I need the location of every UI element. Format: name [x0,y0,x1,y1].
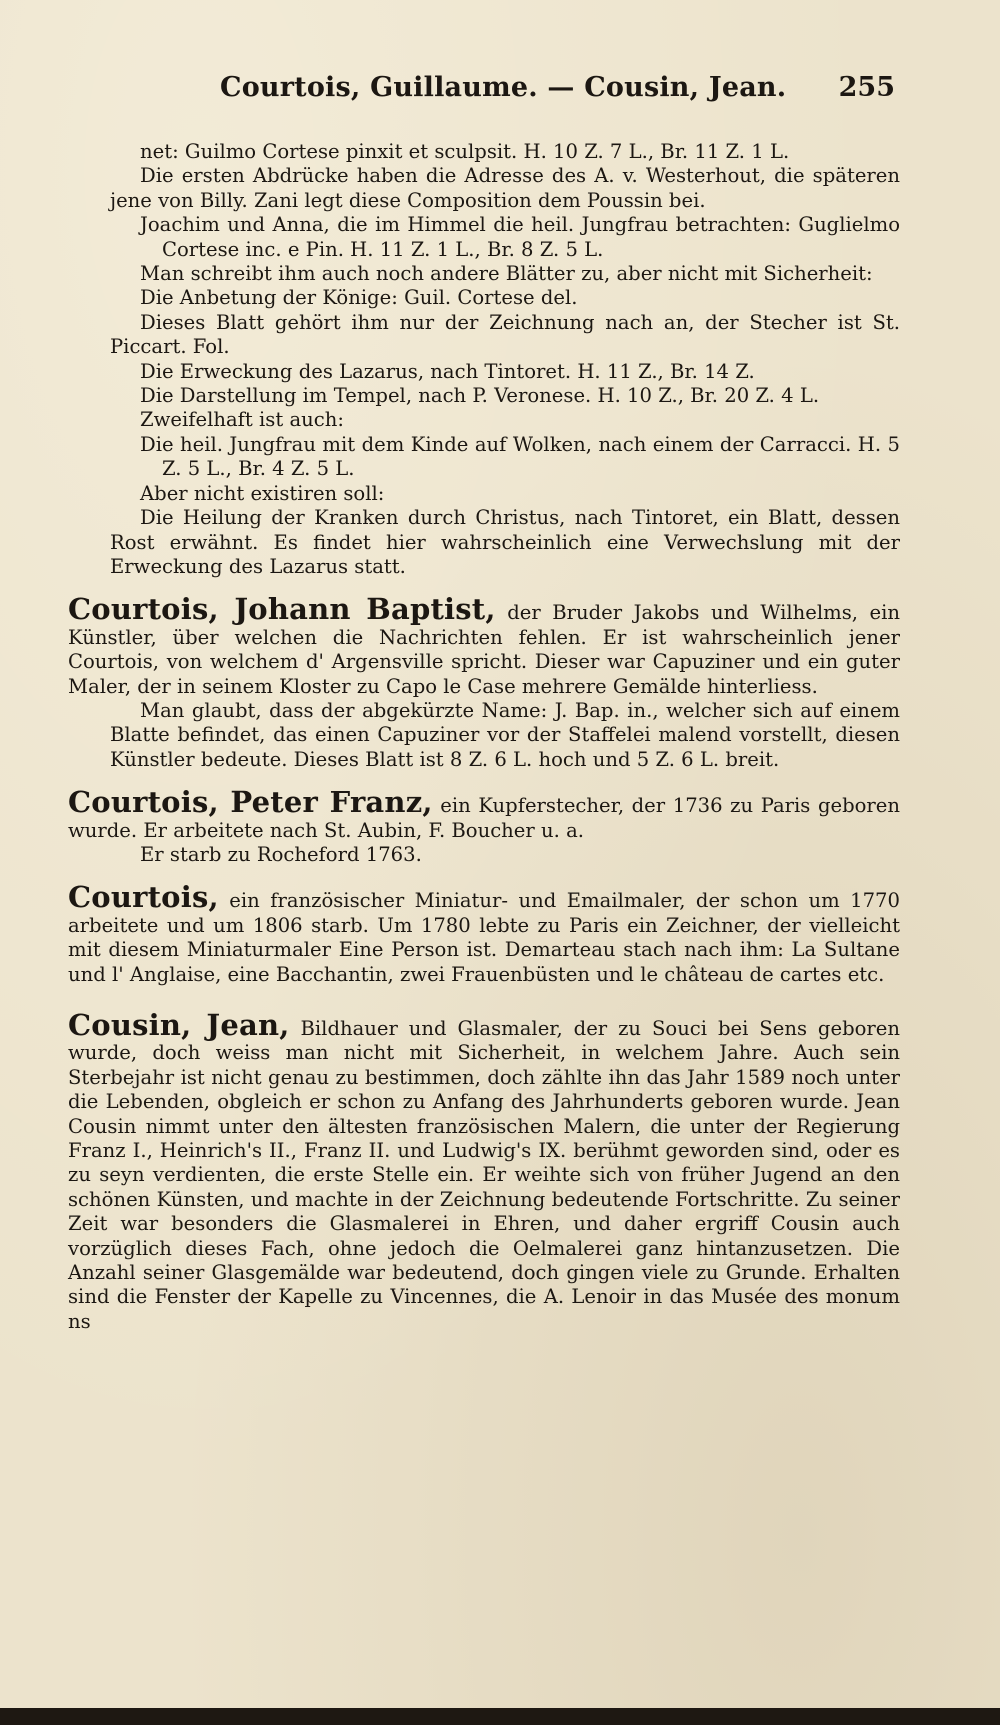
entry-paragraph [68,592,900,699]
paragraph: Joachim und Anna, die im Himmel die heil. Jungfrau betrachten: Guglielmo Cortese inc. e Pin. H. 11 Z. 1 L., Br. 8 Z. 5 L. [140,213,900,261]
entry-subparagraph: Er starb zu Rocheford 1763. [140,842,422,866]
page-body [68,140,901,1334]
page-number: 255 [838,72,895,103]
entry-text: der Bruder Jakobs und Wilhelms, ein Künstler, über welchen die Nachrichten fehlen. Er ist wahrscheinlich jener Courtois, von welchem d' Argensville spricht. Dieser war Capuziner und ein guter Maler, der in seinem Kloster zu Capo le Case mehrere Gemälde hinterliess. [68,601,900,698]
paragraph: Man schreibt ihm auch noch andere Blätter zu, aber nicht mit Sicherheit: [140,262,873,286]
running-head: Courtois, Guillaume. — Cousin, Jean. [220,72,787,103]
entry-text: Bildhauer und Glasmaler, der zu Souci bei Sens geboren wurde, doch weiss man nicht mit Sicherheit, in welchem Jahre. Auch sein Sterbejahr ist nicht genau zu bestimmen, doch zählte ihn das Jahr 1589 noch unter die Lebenden, obgleich er schon zu Anfang des Jahrhunderts geboren wurde. Jean Cousin nimmt unter den ältesten französischen Malern, die unter der Regierung Franz I., Heinrich's II., Franz II. und Ludwig's IX. berühmt geworden sind, oder es zu seyn verdienten, die erste Stelle ein. Er weihte sich von früher Jugend an den schönen Künsten, und machte in der Zeichnung bedeutende Fortschritte. Zu seiner Zeit war besonders die Glasmalerei in Ehren, und daher ergriff Cousin auch vorzüglich dieses Fach, ohne jedoch die Oelmalerei ganz hintanzusetzen. Die Anzahl seiner Glasgemälde war bedeutend, doch gingen viele zu Grunde. Erhalten sind die Fenster der Kapelle zu Vincennes, die A. Lenoir in das Musée des monum ns [68,1017,900,1333]
entry-paragraph [68,1008,900,1334]
page-header [110,72,895,116]
entry-subparagraph: Man glaubt, dass der abgekürzte Name: J. Bap. in., welcher sich auf einem Blatte befindet, das einen Capuziner vor der Staffelei malend vorstellt, diesen Künstler bedeute. Dieses Blatt ist 8 Z. 6 L. hoch und 5 Z. 6 L. breit. [110,698,900,771]
entry-name: Cousin, Jean, [68,1008,290,1042]
entry-cousin-jean [68,1008,900,1334]
entry-courtois [68,880,900,987]
paragraph: Dieses Blatt gehört ihm nur der Zeichnung nach an, der Stecher ist St. Piccart. Fol. [110,310,900,359]
entry-text: ein französischer Miniatur- und Emailmaler, der schon um 1770 arbeitete und um 1806 starb. Um 1780 lebte zu Paris ein Zeichner, der vielleicht mit diesem Miniaturmaler Eine Person ist. Demarteau stach nach ihm: La Sultane und l' Anglaise, eine Bacchantin, zwei Frauenbüsten und le château de cartes etc. [68,889,900,986]
entry-name: Courtois, Peter Franz, [68,785,433,820]
paragraph: Aber nicht existiren soll: [140,481,385,505]
continued-entry [110,140,900,579]
paragraph: Die heil. Jungfrau mit dem Kinde auf Wolken, nach einem der Carracci. H. 5 Z. 5 L., Br. 4 Z. 5 L. [140,432,900,481]
paragraph: Zweifelhaft ist auch: [140,408,344,432]
paragraph: Die Heilung der Kranken durch Christus, nach Tintoret, ein Blatt, dessen Rost erwähnt. Es findet hier wahrscheinlich eine Verwechslung mit der Erweckung des Lazarus statt. [110,506,900,578]
paragraph: Die Darstellung im Tempel, nach P. Veronese. H. 10 Z., Br. 20 Z. 4 L. [140,384,820,408]
entry-name: Courtois, Johann Baptist, [68,592,496,627]
paragraph: Die ersten Abdrücke haben die Adresse des A. v. Westerhout, die späteren jene von Billy. Zani legt diese Composition dem Poussin bei. [110,164,900,212]
entry-name: Courtois, [68,880,219,915]
entry-courtois-johann-baptist [68,592,900,772]
paragraph: net: Guilmo Cortese pinxit et sculpsit. H. 10 Z. 7 L., Br. 11 Z. 1 L. [140,140,790,163]
entry-text: ein Kupferstecher, der 1736 zu Paris geboren wurde. Er arbeitete nach St. Aubin, F. Boucher u. a. [68,794,901,842]
entry-courtois-peter-franz [68,785,901,867]
paragraph: Die Anbetung der Könige: Guil. Cortese del. [140,286,578,310]
entry-paragraph [68,785,901,843]
paragraph: Die Erweckung des Lazarus, nach Tintoret. H. 11 Z., Br. 14 Z. [140,359,755,383]
entry-paragraph [68,880,900,987]
